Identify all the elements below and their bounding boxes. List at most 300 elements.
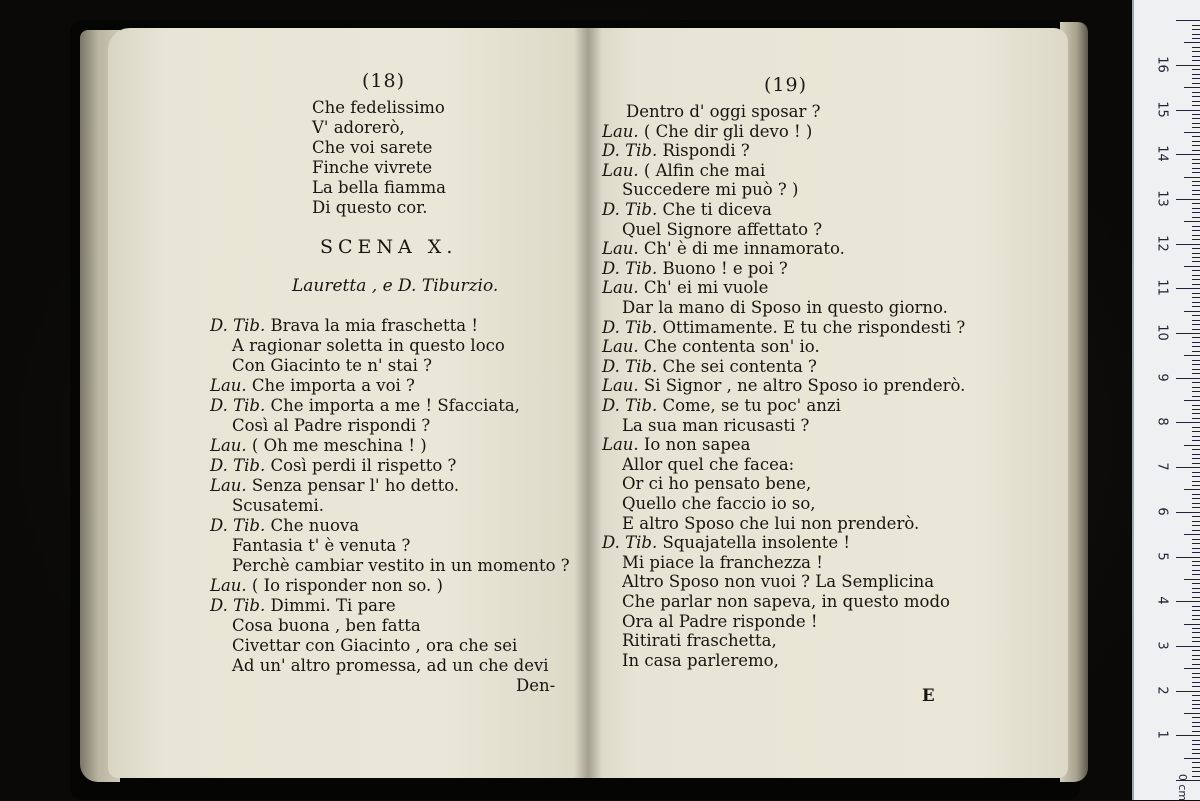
text-line: [622, 474, 811, 493]
ruler-tick: [1192, 74, 1200, 75]
ruler-number: 8: [1154, 417, 1170, 427]
text-line: [622, 514, 919, 533]
line-text: Che parlar non sapeva, in questo modo: [622, 592, 950, 611]
line-text: In casa parleremo,: [622, 650, 779, 670]
ruler-tick: [1192, 740, 1200, 741]
ruler-tick: [1192, 38, 1200, 39]
ruler-tick: [1192, 337, 1200, 338]
text-line: [622, 416, 809, 435]
ruler-tick: [1192, 56, 1200, 57]
line-text: Mi piace la franchezza !: [622, 552, 823, 572]
ruler-tick: [1192, 673, 1200, 674]
line-text: Brava la mia fraschetta !: [265, 316, 479, 335]
line-text: Ottimamente. E tu che rispondesti ?: [657, 317, 966, 337]
line-text: V' adorerò,: [312, 118, 405, 137]
text-line: [210, 516, 359, 535]
text-line: [602, 396, 841, 415]
ruler-tick: [1184, 42, 1200, 43]
line-text: ( Oh me meschina ! ): [246, 436, 427, 455]
speaker-label: D. Tib.: [602, 396, 658, 415]
line-text: Scusatemi.: [232, 496, 325, 515]
speaker-label: D. Tib.: [602, 533, 658, 553]
ruler-tick: [1192, 753, 1200, 754]
ruler-tick: [1192, 302, 1200, 303]
text-line: [312, 118, 405, 137]
speaker-label: Lau.: [602, 239, 639, 259]
ruler-number: 3: [1154, 641, 1170, 650]
ruler-tick: [1192, 105, 1200, 106]
ruler-tick: [1192, 320, 1200, 321]
ruler-tick: [1176, 601, 1200, 602]
ruler-tick: [1192, 69, 1200, 70]
ruler-tick: [1192, 637, 1200, 638]
ruler-tick: [1192, 628, 1200, 629]
text-line: [210, 316, 478, 335]
text-line: [210, 456, 456, 475]
ruler-tick: [1192, 217, 1200, 218]
ruler-tick: [1192, 472, 1200, 473]
ruler-tick: [1192, 481, 1200, 482]
line-text: Civettar con Giacinto , ora che sei: [232, 636, 518, 655]
ruler-tick: [1192, 413, 1200, 414]
speaker-label: Lau.: [602, 435, 639, 455]
measuring-ruler: [1132, 0, 1200, 800]
text-line: [622, 553, 823, 572]
ruler-tick: [1192, 664, 1200, 665]
text-line: [232, 496, 324, 515]
ruler-unit: 0 cm: [1175, 773, 1189, 801]
ruler-tick: [1192, 436, 1200, 437]
speaker-label: D. Tib.: [210, 396, 266, 415]
ruler-tick: [1184, 445, 1200, 446]
ruler-tick: [1192, 525, 1200, 526]
ruler-tick: [1192, 51, 1200, 52]
line-text: Finche vivrete: [312, 158, 433, 177]
ruler-tick: [1184, 624, 1200, 625]
text-line: [312, 158, 432, 177]
ruler-tick: [1192, 351, 1200, 352]
text-line: [622, 592, 950, 611]
ruler-tick: [1192, 185, 1200, 186]
ruler-tick: [1192, 507, 1200, 508]
right-page: [588, 28, 1068, 778]
text-line: [210, 476, 459, 495]
ruler-tick: [1192, 203, 1200, 204]
ruler-tick: [1192, 60, 1200, 61]
line-text: ( Alfin che mai: [638, 160, 766, 180]
ruler-tick: [1184, 177, 1200, 178]
ruler-tick: [1192, 212, 1200, 213]
ruler-tick: [1192, 141, 1200, 142]
ruler-tick: [1192, 387, 1200, 388]
ruler-tick: [1192, 275, 1200, 276]
line-text: E altro Sposo che lui non prenderò.: [622, 513, 920, 533]
ruler-tick: [1192, 127, 1200, 128]
ruler-tick: [1192, 279, 1200, 280]
text-line: [602, 533, 850, 552]
text-line: [602, 435, 751, 454]
page-number-right: (19): [764, 74, 808, 96]
ruler-tick: [1192, 208, 1200, 209]
ruler-tick: [1192, 409, 1200, 410]
ruler-tick: [1192, 619, 1200, 620]
ruler-tick: [1184, 400, 1200, 401]
ruler-tick: [1192, 548, 1200, 549]
ruler-tick: [1184, 266, 1200, 267]
ruler-tick: [1192, 235, 1200, 236]
line-text: ( Io risponder non so. ): [246, 576, 443, 595]
line-text: Or ci ho pensato bene,: [622, 474, 812, 494]
line-text: Ad un' altro promessa, ad un che devi: [232, 656, 549, 675]
ruler-tick: [1192, 650, 1200, 651]
ruler-tick: [1176, 199, 1200, 200]
ruler-number: 15: [1154, 100, 1170, 118]
page-number-left: (18): [362, 70, 406, 92]
line-text: Quel Signore affettato ?: [622, 219, 823, 239]
speaker-label: D. Tib.: [602, 317, 658, 337]
ruler-tick: [1192, 722, 1200, 723]
ruler-tick: [1192, 494, 1200, 495]
text-line: [602, 376, 965, 395]
ruler-tick: [1192, 123, 1200, 124]
text-line: [602, 200, 772, 219]
text-line: [602, 161, 765, 180]
ruler-tick: [1192, 655, 1200, 656]
ruler-tick: [1192, 749, 1200, 750]
ruler-tick: [1184, 713, 1200, 714]
ruler-tick: [1176, 378, 1200, 379]
ruler-tick: [1192, 284, 1200, 285]
ruler-tick: [1192, 382, 1200, 383]
ruler-tick: [1192, 717, 1200, 718]
ruler-number: 13: [1154, 190, 1170, 207]
ruler-number: 9: [1154, 373, 1170, 382]
line-text: Fantasia t' è venuta ?: [232, 536, 411, 555]
ruler-number: 4: [1154, 596, 1170, 605]
ruler-tick: [1176, 154, 1200, 155]
speaker-label: D. Tib.: [210, 316, 266, 335]
ruler-tick: [1184, 355, 1200, 356]
text-line: [602, 337, 820, 356]
ruler-tick: [1192, 78, 1200, 79]
ruler-tick: [1192, 574, 1200, 575]
line-text: Squajatella insolente !: [657, 533, 851, 553]
line-text: Ch' ei mi vuole: [638, 278, 769, 298]
speaker-label: D. Tib.: [210, 456, 266, 475]
ruler-tick: [1184, 534, 1200, 535]
ruler-tick: [1192, 114, 1200, 115]
ruler-tick: [1176, 467, 1200, 468]
ruler-number: 7: [1154, 462, 1170, 471]
ruler-tick: [1192, 168, 1200, 169]
speaker-label: D. Tib.: [602, 356, 658, 376]
text-line: [622, 572, 934, 591]
ruler-tick: [1192, 431, 1200, 432]
character-list: Lauretta , e D. Tiburzio.: [292, 276, 499, 296]
speaker-label: Lau.: [210, 376, 247, 395]
ruler-number: 5: [1154, 551, 1170, 561]
ruler-tick: [1192, 767, 1200, 768]
ruler-tick: [1192, 561, 1200, 562]
ruler-tick: [1192, 391, 1200, 392]
ruler-tick: [1192, 47, 1200, 48]
ruler-tick: [1176, 557, 1200, 558]
ruler-tick: [1192, 315, 1200, 316]
ruler-tick: [1192, 239, 1200, 240]
left-page: [108, 28, 588, 778]
ruler-tick: [1176, 288, 1200, 289]
text-line: [232, 616, 421, 635]
speaker-label: Lau.: [210, 476, 247, 495]
ruler-tick: [1192, 570, 1200, 571]
line-text: Buono ! e poi ?: [657, 258, 788, 278]
text-line: [312, 198, 427, 217]
text-line: [232, 536, 410, 555]
speaker-label: Lau.: [602, 121, 639, 141]
text-line: [602, 259, 788, 278]
ruler-tick: [1184, 311, 1200, 312]
line-text: Come, se tu poc' anzi: [657, 396, 841, 415]
ruler-tick: [1192, 324, 1200, 325]
speaker-label: D. Tib.: [602, 141, 658, 161]
text-line: [232, 416, 430, 435]
ruler-tick: [1184, 132, 1200, 133]
ruler-tick: [1192, 293, 1200, 294]
text-line: [602, 278, 768, 297]
line-text: ( Che dir gli devo ! ): [638, 121, 813, 141]
ruler-tick: [1192, 530, 1200, 531]
ruler-tick: [1176, 65, 1200, 66]
ruler-tick: [1192, 360, 1200, 361]
ruler-tick: [1192, 762, 1200, 763]
ruler-tick: [1192, 96, 1200, 97]
line-text: A ragionar soletta in questo loco: [232, 336, 505, 355]
text-line: [210, 436, 427, 455]
line-text: Succedere mi può ? ): [622, 180, 799, 200]
ruler-number: 12: [1154, 234, 1170, 252]
line-text: La sua man ricusasti ?: [622, 415, 810, 435]
text-line: [602, 239, 845, 258]
text-line: [626, 102, 821, 121]
ruler-number: 16: [1154, 56, 1170, 73]
line-text: Altro Sposo non vuoi ? La Semplicina: [622, 572, 935, 592]
ruler-tick: [1192, 552, 1200, 553]
ruler-tick: [1192, 597, 1200, 598]
line-text: Cosa buona , ben fatta: [232, 616, 421, 635]
ruler-tick: [1192, 771, 1200, 772]
speaker-label: Lau.: [602, 376, 639, 396]
ruler-tick: [1192, 539, 1200, 540]
text-line: [232, 336, 505, 355]
line-text: Ch' è di me innamorato.: [638, 239, 845, 259]
signature-mark: E: [922, 686, 935, 705]
text-line: [622, 494, 816, 513]
line-text: La bella fiamma: [312, 178, 446, 197]
line-text: Che importa a me ! Sfacciata,: [265, 396, 520, 415]
ruler-tick: [1192, 543, 1200, 544]
ruler-tick: [1192, 458, 1200, 459]
ruler-tick: [1192, 29, 1200, 30]
ruler-tick: [1192, 373, 1200, 374]
ruler-tick: [1192, 516, 1200, 517]
book-gutter: [574, 28, 602, 778]
ruler-tick: [1176, 333, 1200, 334]
ruler-number: 10: [1154, 324, 1170, 341]
ruler-tick: [1192, 610, 1200, 611]
text-line: [232, 656, 549, 675]
ruler-tick: [1192, 565, 1200, 566]
text-line: [602, 141, 750, 160]
text-line: [622, 220, 822, 239]
line-text: Dentro d' oggi sposar ?: [626, 102, 821, 121]
line-text: Ora al Padre risponde !: [622, 611, 818, 631]
text-line: [602, 318, 965, 337]
text-line: [622, 455, 794, 474]
ruler-tick: [1192, 159, 1200, 160]
line-text: Allor quel che facea:: [622, 454, 795, 474]
ruler-tick: [1192, 25, 1200, 26]
ruler-tick: [1184, 758, 1200, 759]
text-line: [622, 612, 817, 631]
line-text: Senza pensar l' ho detto.: [246, 476, 460, 495]
ruler-number: 14: [1154, 145, 1170, 162]
line-text: Perchè cambiar vestito in un momento ?: [232, 556, 570, 575]
ruler-tick: [1192, 744, 1200, 745]
ruler-tick: [1192, 695, 1200, 696]
ruler-tick: [1192, 83, 1200, 84]
ruler-tick: [1192, 364, 1200, 365]
speaker-label: D. Tib.: [602, 258, 658, 278]
ruler-tick: [1176, 422, 1200, 423]
ruler-tick: [1192, 118, 1200, 119]
ruler-tick: [1192, 306, 1200, 307]
line-text: Che nuova: [265, 516, 360, 535]
text-line: [210, 576, 443, 595]
ruler-tick: [1192, 463, 1200, 464]
line-text: Che ti diceva: [657, 200, 772, 219]
ruler-tick: [1192, 606, 1200, 607]
ruler-tick: [1192, 34, 1200, 35]
speaker-label: Lau.: [210, 436, 247, 455]
ruler-tick: [1192, 632, 1200, 633]
line-text: Che importa a voi ?: [246, 376, 415, 395]
ruler-tick: [1192, 226, 1200, 227]
text-line: [622, 298, 948, 317]
text-line: [232, 556, 570, 575]
ruler-number: 2: [1154, 685, 1170, 695]
ruler-tick: [1192, 700, 1200, 701]
text-line: [232, 636, 517, 655]
ruler-tick: [1192, 659, 1200, 660]
ruler-tick: [1176, 691, 1200, 692]
ruler-tick: [1192, 329, 1200, 330]
line-text: Ritirati fraschetta,: [622, 631, 777, 651]
ruler-tick: [1192, 194, 1200, 195]
ruler-tick: [1192, 708, 1200, 709]
ruler-tick: [1192, 726, 1200, 727]
ruler-tick: [1192, 101, 1200, 102]
ruler-tick: [1176, 20, 1200, 21]
ruler-tick: [1192, 145, 1200, 146]
ruler-tick: [1192, 498, 1200, 499]
ruler-tick: [1192, 588, 1200, 589]
speaker-label: D. Tib.: [602, 200, 658, 219]
ruler-tick: [1192, 369, 1200, 370]
speaker-label: D. Tib.: [210, 596, 266, 615]
ruler-tick: [1192, 230, 1200, 231]
text-line: [602, 357, 817, 376]
speaker-label: Lau.: [210, 576, 247, 595]
speaker-label: D. Tib.: [210, 516, 266, 535]
ruler-tick: [1192, 427, 1200, 428]
text-line: [312, 98, 445, 117]
ruler-tick: [1192, 261, 1200, 262]
ruler-tick: [1192, 418, 1200, 419]
ruler-number: 11: [1154, 279, 1170, 297]
text-line: [622, 651, 779, 670]
line-text: Rispondi ?: [657, 141, 750, 161]
ruler-tick: [1192, 257, 1200, 258]
line-text: Così perdi il rispetto ?: [265, 456, 457, 475]
ruler-tick: [1192, 615, 1200, 616]
text-line: [622, 631, 777, 650]
ruler-tick: [1192, 682, 1200, 683]
ruler-tick: [1192, 503, 1200, 504]
ruler-tick: [1192, 136, 1200, 137]
ruler-tick: [1192, 731, 1200, 732]
ruler-tick: [1184, 489, 1200, 490]
ruler-tick: [1192, 396, 1200, 397]
ruler-tick: [1192, 297, 1200, 298]
ruler-tick: [1192, 342, 1200, 343]
ruler-tick: [1192, 521, 1200, 522]
line-text: Dar la mano di Sposo in questo giorno.: [622, 298, 948, 317]
line-text: Quello che faccio io so,: [622, 494, 816, 513]
line-text: Di questo cor.: [312, 198, 428, 217]
text-line: [602, 122, 812, 141]
ruler-tick: [1192, 592, 1200, 593]
line-text: Che sei contenta ?: [657, 356, 817, 376]
ruler-tick: [1192, 776, 1200, 777]
ruler-tick: [1192, 704, 1200, 705]
ruler-tick: [1192, 405, 1200, 406]
ruler-tick: [1192, 454, 1200, 455]
ruler-tick: [1192, 181, 1200, 182]
ruler-tick: [1176, 244, 1200, 245]
ruler-number: 6: [1154, 507, 1170, 516]
ruler-tick: [1184, 221, 1200, 222]
line-text: Che contenta son' io.: [638, 337, 820, 357]
line-text: Io non sapea: [638, 435, 751, 455]
ruler-tick: [1192, 163, 1200, 164]
text-line: [312, 178, 446, 197]
ruler-tick: [1192, 150, 1200, 151]
speaker-label: Lau.: [602, 278, 639, 298]
ruler-tick: [1184, 668, 1200, 669]
ruler-tick: [1192, 172, 1200, 173]
ruler-tick: [1184, 579, 1200, 580]
ruler-tick: [1192, 440, 1200, 441]
ruler-tick: [1192, 449, 1200, 450]
ruler-tick: [1192, 190, 1200, 191]
text-line: [210, 376, 415, 395]
ruler-tick: [1176, 512, 1200, 513]
ruler-tick: [1192, 641, 1200, 642]
ruler-tick: [1192, 677, 1200, 678]
line-text: Dimmi. Ti pare: [265, 596, 396, 615]
ruler-tick: [1192, 583, 1200, 584]
line-text: Con Giacinto te n' stai ?: [232, 356, 433, 375]
